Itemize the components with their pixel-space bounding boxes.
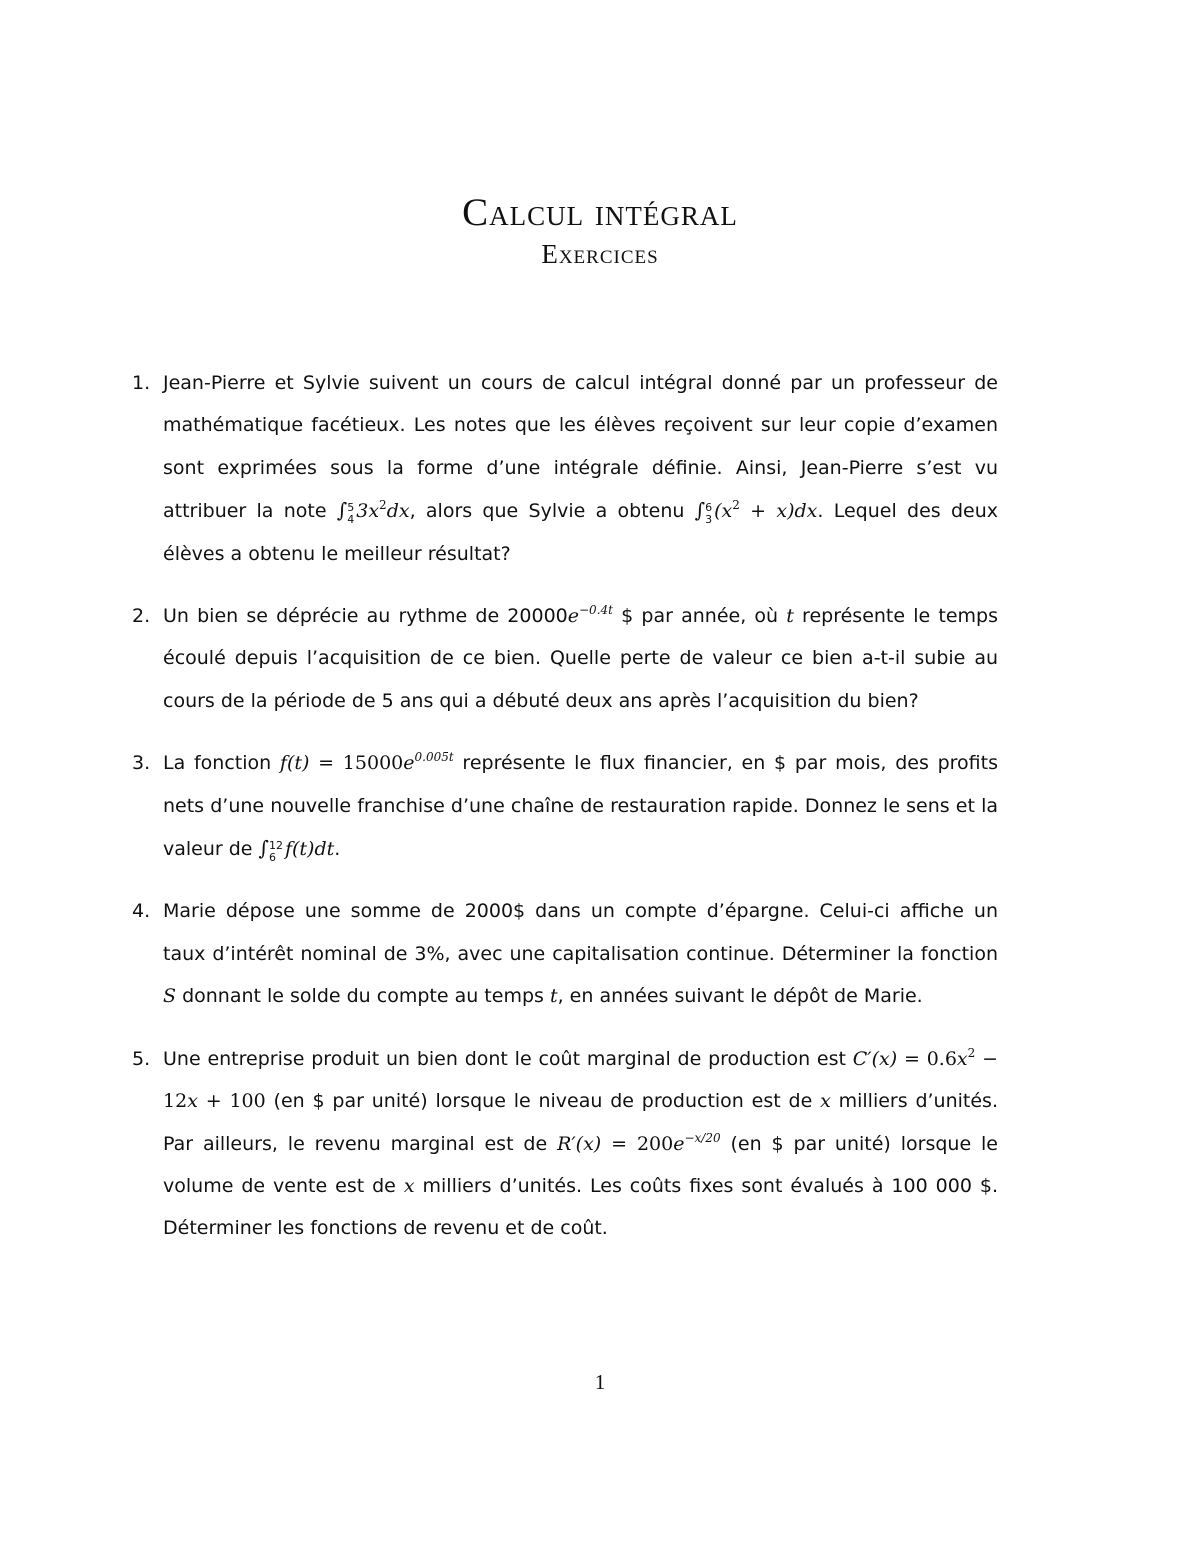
math-equation: = 0.6 — [897, 1047, 957, 1070]
math-function: R′(x) — [557, 1132, 602, 1155]
exercise-text: Une entreprise produit un bien dont le coût marginal de production est — [163, 1047, 853, 1070]
exercise-number: 3. — [132, 752, 151, 775]
exercise-text: (en $ par unité) lorsque le volume de vente est de — [163, 1132, 999, 1197]
exercise-3 — [132, 742, 998, 870]
integral-lower-limit: 3 — [705, 513, 713, 527]
math-equation: = 15000 — [309, 752, 404, 775]
math-e: e — [403, 752, 415, 775]
math-variable: x — [956, 1047, 968, 1070]
integral-upper-limit: 5 — [347, 501, 355, 515]
integral-sign: ∫ — [336, 498, 348, 523]
page-number: 1 — [594, 1370, 606, 1394]
exercise-1 — [132, 362, 998, 575]
exercise-text: représente le temps écoulé depuis l’acquisition de ce bien. Quelle perte de valeur ce bien a-t-il subie au cours de la période de 5 ans qui a débuté deux ans après l’acquisition du bien? — [163, 605, 998, 712]
exercise-text: $ par année, où — [612, 605, 787, 628]
integral-limits — [269, 840, 283, 864]
exercise-text: La fonction — [163, 752, 280, 775]
exercise-text: . — [334, 838, 341, 861]
differential: dx — [386, 500, 410, 523]
math-variable: S — [163, 985, 177, 1008]
exponent: 2 — [379, 498, 387, 513]
exercise-text: milliers d’unités. Par ailleurs, le revenu marginal est de — [163, 1090, 998, 1155]
exercise-text: , en années suivant le dépôt de Marie. — [557, 985, 923, 1008]
integral-limits — [347, 502, 354, 526]
integrand: 3x — [356, 500, 380, 523]
integrand: f(t)dt — [284, 838, 335, 861]
integrand: + x)dx — [739, 500, 818, 523]
math-variable: t — [549, 985, 558, 1008]
exercise-number: 2. — [132, 605, 151, 628]
math-equation: − 12 — [163, 1047, 999, 1113]
integral-upper-limit: 12 — [268, 839, 283, 853]
integrand: (x — [714, 500, 733, 523]
math-e: e — [673, 1132, 685, 1155]
exponent: −0.4t — [579, 603, 613, 618]
title-block — [0, 188, 1200, 270]
exercise-4 — [132, 890, 998, 1017]
document-subtitle: Exercices — [541, 239, 659, 269]
exercise-text: (en $ par unité) lorsque le niveau de production est de — [265, 1090, 821, 1113]
exponent: 2 — [732, 498, 740, 513]
exercise-text: Jean-Pierre et Sylvie suivent un cours de calcul intégral donné par un professeur de mathématique facétieux. Les notes que les élèves reçoivent sur leur copie d’examen sont exprimées sous la forme d’une intégrale définie. Ainsi, Jean-Pierre s’est vu attribuer la note — [163, 372, 998, 523]
math-variable: x — [820, 1090, 831, 1113]
exercise-number: 4. — [132, 900, 151, 923]
integral-lower-limit: 6 — [268, 851, 276, 865]
integral-lower-limit: 4 — [347, 513, 355, 527]
math-function: C′(x) — [852, 1047, 898, 1070]
exercise-list — [132, 362, 998, 1270]
exercise-text: . Lequel des deux élèves a obtenu le meilleur résultat? — [163, 500, 998, 565]
integral-sign: ∫ — [258, 836, 269, 861]
exponent: 0.005t — [414, 750, 454, 765]
exponent: −x/20 — [684, 1130, 721, 1145]
integral-sign: ∫ — [694, 498, 706, 523]
math-equation: + 100 — [197, 1090, 266, 1113]
exponent: 2 — [967, 1045, 976, 1060]
integral-limits — [705, 502, 712, 526]
math-variable: t — [786, 605, 794, 628]
exercise-text: donnant le solde du compte au temps — [176, 985, 550, 1008]
math-variable: x — [187, 1090, 198, 1113]
math-equation: = 200 — [601, 1132, 674, 1155]
integral-upper-limit: 6 — [705, 501, 713, 515]
exercise-5 — [132, 1038, 998, 1250]
math-variable: x — [403, 1174, 415, 1197]
math-e: e — [567, 605, 579, 628]
document-title: Calcul intégral — [462, 191, 738, 234]
exercise-text: Un bien se déprécie au rythme de 20000 — [163, 605, 568, 628]
exercise-text: , alors que Sylvie a obtenu — [409, 500, 695, 523]
exercise-text: Marie dépose une somme de 2000$ dans un compte d’épargne. Celui-ci affiche un taux d’intérêt nominal de 3%, avec une capitalisation continue. Déterminer la fonction — [163, 900, 998, 965]
exercise-text: représente le flux financier, en $ par mois, des profits nets d’une nouvelle franchise d’une chaîne de restauration rapide. Donnez le sens et la valeur de — [163, 752, 998, 861]
exercise-2 — [132, 595, 998, 722]
exercise-number: 5. — [132, 1047, 151, 1070]
exercise-text: milliers d’unités. Les coûts fixes sont évalués à 100 000 $. Déterminer les fonctions de revenu et de coût. — [163, 1174, 998, 1240]
math-function: f(t) — [279, 752, 310, 775]
exercise-number: 1. — [132, 372, 151, 394]
